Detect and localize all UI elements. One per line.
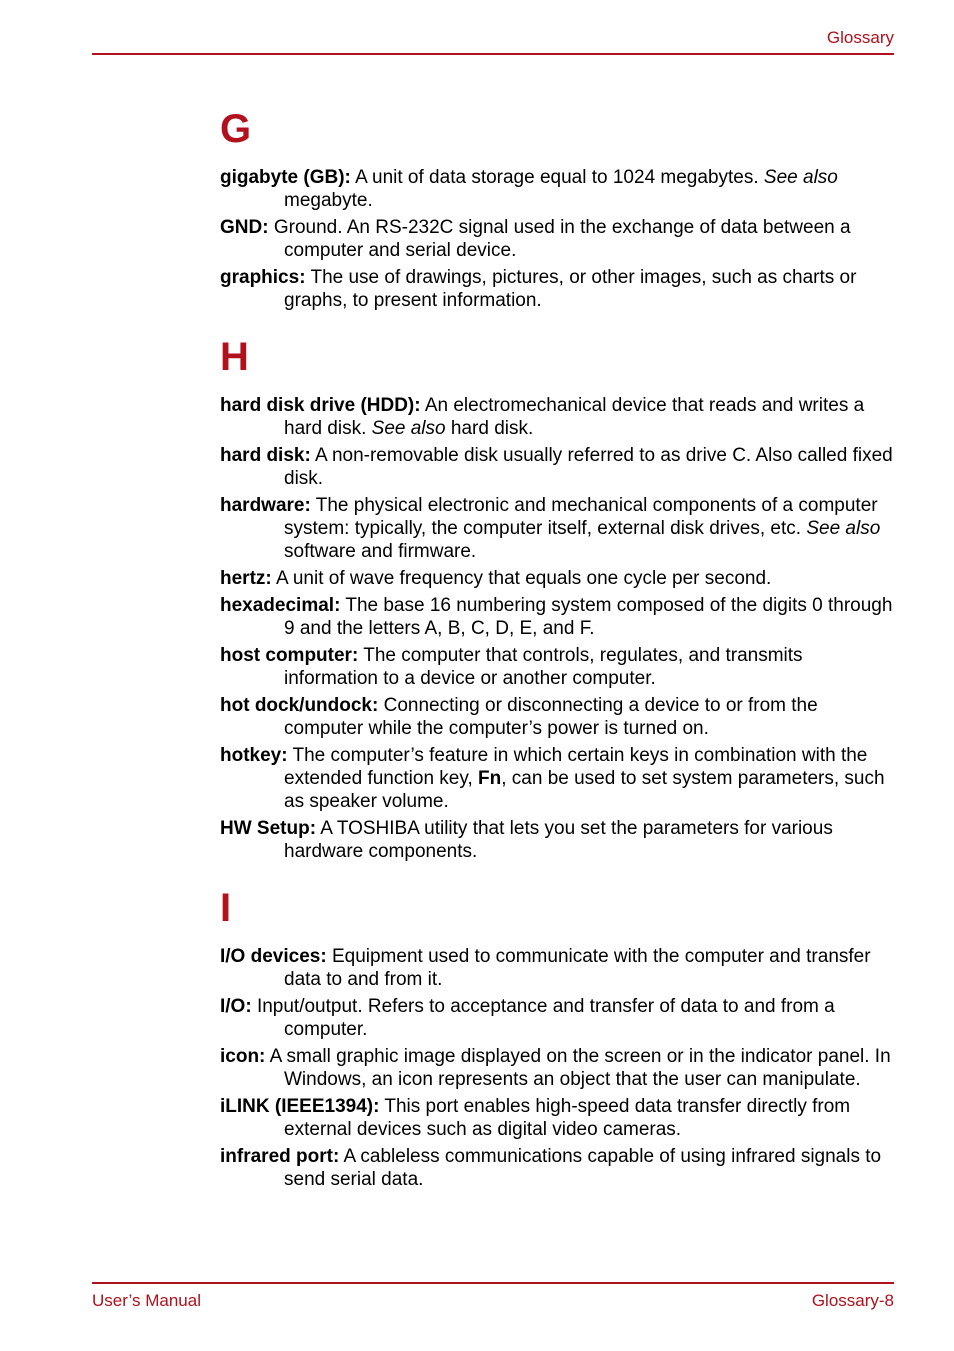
glossary-entry-hard-disk — [220, 444, 896, 490]
entry-term: I/O: — [220, 996, 252, 1017]
entry-term: iLINK (IEEE1394): — [220, 1096, 380, 1117]
entry-text-cont: megabyte. — [284, 190, 373, 211]
entry-term: icon: — [220, 1046, 266, 1067]
entry-term: HW Setup: — [220, 818, 317, 839]
entry-text: A unit of data storage equal to 1024 megabytes. — [350, 167, 764, 188]
entry-text-cont: hard disk. — [445, 418, 534, 439]
glossary-entry-hdd — [220, 394, 896, 440]
entry-term: hotkey: — [220, 745, 288, 766]
glossary-entry-io-devices — [220, 945, 896, 991]
glossary-entry-ilink — [220, 1095, 896, 1141]
entry-term: I/O devices: — [220, 946, 327, 967]
entry-term: hertz: — [220, 568, 272, 589]
header-divider — [92, 53, 894, 55]
see-also-label: See also — [806, 518, 881, 539]
see-also-label: See also — [371, 418, 446, 439]
entry-text: An electromechanical device that reads and writes a hard disk. — [284, 395, 865, 439]
glossary-entry-graphics — [220, 266, 896, 312]
entry-text: Connecting or disconnecting a device to or from the computer while the computer’s power is turned on. — [284, 695, 818, 739]
entry-text: A non-removable disk usually referred to as drive C. Also called fixed disk. — [284, 445, 893, 489]
fn-key-label: Fn — [478, 768, 502, 789]
entry-text: A cableless communications capable of using infrared signals to send serial data. — [284, 1146, 882, 1190]
glossary-content — [220, 104, 896, 1195]
entry-term: hot dock/undock: — [220, 695, 379, 716]
entry-text-cont: , can be used to set system parameters, such as speaker volume. — [284, 768, 885, 812]
glossary-entry-host-computer — [220, 644, 896, 690]
section-letter: H — [220, 335, 249, 379]
entry-term: hard disk: — [220, 445, 311, 466]
entry-term: hexadecimal: — [220, 595, 341, 616]
entry-text: A unit of wave frequency that equals one cycle per second. — [271, 568, 772, 589]
entry-term: hardware: — [220, 495, 311, 516]
footer-manual-title: User’s Manual — [92, 1291, 201, 1310]
entry-term: GND: — [220, 217, 269, 238]
entry-text: The computer’s feature in which certain keys in combination with the extended function key, — [284, 745, 868, 789]
entry-text-cont: software and firmware. — [284, 541, 477, 562]
entry-text: Input/output. Refers to acceptance and transfer of data to and from a computer. — [251, 996, 835, 1040]
entry-text: The base 16 numbering system composed of the digits 0 through 9 and the letters A, B, C, D, E, and F. — [284, 595, 893, 639]
section-letter: G — [220, 107, 252, 151]
entry-term: infrared port: — [220, 1146, 340, 1167]
glossary-entry-hardware — [220, 494, 896, 563]
entry-term: gigabyte (GB): — [220, 167, 351, 188]
entry-text: The physical electronic and mechanical components of a computer system: typically, the computer itself, external disk drives, etc. — [284, 495, 878, 539]
glossary-entry-hot-dock — [220, 694, 896, 740]
entry-text: A small graphic image displayed on the screen or in the indicator panel. In Windows, an icon represents an object that the user can manipulate. — [265, 1046, 891, 1090]
see-also-label: See also — [763, 167, 838, 188]
entry-text: Ground. An RS-232C signal used in the exchange of data between a computer and serial device. — [268, 217, 851, 261]
entry-text: Equipment used to communicate with the computer and transfer data to and from it. — [284, 946, 871, 990]
page-header-title: Glossary — [826, 28, 894, 47]
glossary-entry-gigabyte — [220, 166, 896, 212]
footer-page-number: Glossary-8 — [811, 1291, 894, 1310]
glossary-entry-hotkey — [220, 744, 896, 813]
footer-divider — [92, 1282, 894, 1284]
glossary-entry-hw-setup — [220, 817, 896, 863]
entry-text: The computer that controls, regulates, and transmits information to a device or another computer. — [284, 645, 803, 689]
section-letter: I — [220, 886, 232, 930]
entry-text: The use of drawings, pictures, or other images, such as charts or graphs, to present information. — [284, 267, 857, 311]
entry-text: A TOSHIBA utility that lets you set the parameters for various hardware components. — [284, 818, 833, 862]
section-h — [220, 332, 896, 863]
entry-term: graphics: — [220, 267, 306, 288]
section-g — [220, 104, 896, 312]
glossary-entry-hertz — [220, 567, 896, 590]
glossary-entry-gnd — [220, 216, 896, 262]
entry-text: This port enables high-speed data transfer directly from external devices such as digital video cameras. — [284, 1096, 851, 1140]
glossary-entry-io — [220, 995, 896, 1041]
glossary-entry-infrared-port — [220, 1145, 896, 1191]
glossary-entry-icon — [220, 1045, 896, 1091]
glossary-entry-hexadecimal — [220, 594, 896, 640]
entry-term: host computer: — [220, 645, 359, 666]
entry-term: hard disk drive (HDD): — [220, 395, 421, 416]
section-i — [220, 883, 896, 1191]
